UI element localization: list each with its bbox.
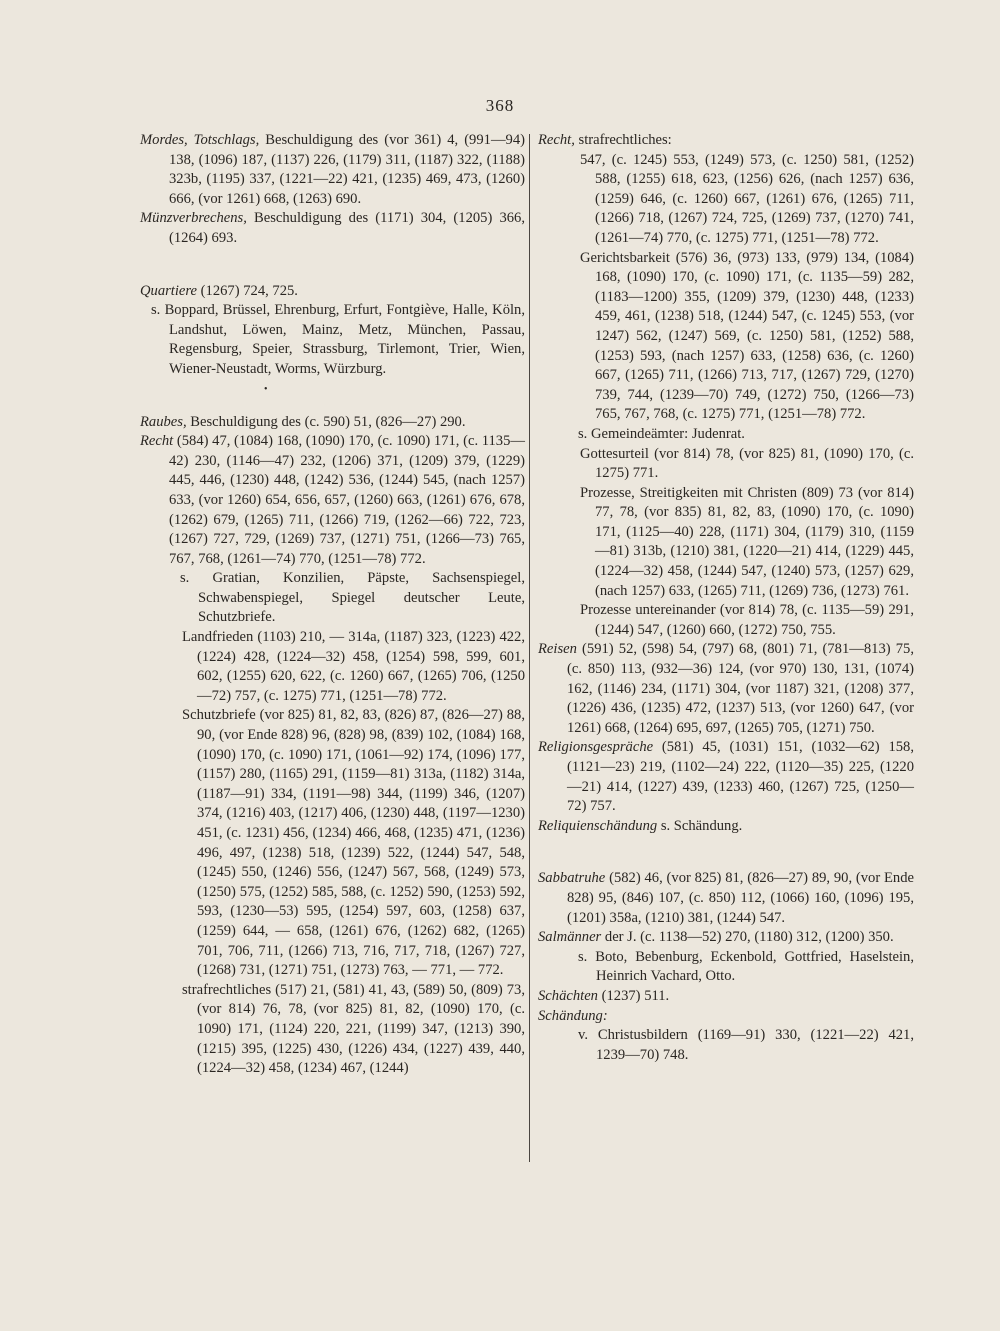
index-entry-schaendung <box>538 1007 914 1027</box>
entry-text: Beschuldigung des (1171) 304, (1205) 366, (1264) 693. <box>169 210 525 246</box>
entry-text: (1267) 724, 725. <box>197 282 298 299</box>
subentry-prozesse-untereinander: Prozesse untereinander (vor 814) 78, (c. 1135—59) 291, (1244) 547, (1260) 660, (1272) 750, 755. <box>580 602 914 638</box>
subentry-christusbildern: v. Christusbildern (1169—91) 330, (1221—22) 421, 1239—70) 748. <box>578 1027 914 1063</box>
index-entry-schaechten <box>538 987 914 1007</box>
subentry-strafrechtliches: strafrechtliches (517) 21, (581) 41, 43, (589) 50, (809) 73, (vor 814) 76, 78, (vor 825) 81, 82, (1090) 170, (c. 1090) 171, (1124) 220, 221, (1199) 347, (1213) 390, (1215) 395, (1225) 430, (1226) 434, (1227) 439, 440, (1224—32) 458, (1234) 467, (1244) <box>182 981 525 1077</box>
index-entry-muenzverbrechens <box>140 209 525 248</box>
entry-head: Salmänner <box>538 929 602 946</box>
index-entry-mordes <box>140 131 525 209</box>
right-column <box>538 131 914 1065</box>
entry-head: Reisen <box>538 641 577 658</box>
index-entry-raubes <box>140 413 525 433</box>
index-entry-recht-strafrechtliches <box>538 131 914 151</box>
index-entry-salmaenner <box>538 928 914 948</box>
entry-text: (581) 45, (1031) 151, (1032—62) 158, (1121—23) 219, (1102—24) 222, (1120—35) 225, (1220—21) 414, (1227) 439, (1233) 460, (1267) 725, (1250—72) 757. <box>567 739 914 815</box>
entry-text: s. Schändung. <box>657 817 743 834</box>
entry-text: (584) 47, (1084) 168, (1090) 170, (c. 1090) 171, (c. 1135—42) 230, (1146—47) 232, (1206) 371, (1209) 379, (1229) 445, 446, (1230) 448, (1242) 536, (1244) 545, (nach 1257) 633, (vor 1260) 654, 656, 657, (1260) 663, (1261) 676, 678, (1262) 679, (1265) 711, (1266) 719, (1262—66) 722, 723, (1267) 727, 729, (1269) 737, (1271) 751, (1266—73) 765, 767, 768, (1261—74) 770, (1251—78) 772. <box>169 433 525 567</box>
entry-text: Beschuldigung des (c. 590) 51, (826—27) 290. <box>186 413 466 430</box>
subentry-landfrieden: Landfrieden (1103) 210, — 314a, (1187) 323, (1223) 422, (1224) 428, (1224—32) 458, (1254) 598, 599, 601, 602, (1255) 620, 622, (c. 1260) 667, (1265) 706, (1250—72) 757, (c. 1275) 771, (1251—78) 772. <box>182 629 525 704</box>
index-entry-reisen <box>538 640 914 738</box>
entry-head: Quartiere <box>140 282 198 299</box>
see-also-gerichtsbarkeit: s. Gemeindeämter: Judenrat. <box>578 425 745 442</box>
see-also-recht: s. Gratian, Konzilien, Päpste, Sachsenspiegel, Schwabenspiegel, Spiegel deutscher Leute, Schutzbriefe. <box>180 570 525 626</box>
index-entry-sabbatruhe <box>538 869 914 928</box>
continuation-strafrechtliches: 547, (c. 1245) 553, (1249) 573, (c. 1250) 581, (1252) 588, (1255) 618, 623, (1256) 626, (nach 1257) 636, (1259) 646, (c. 1260) 667, (1261) 676, (1265) 711, (1266) 718, (1267) 724, 725, (1269) 737, (1270) 741, (1261—74) 770, (c. 1275) 771, (1251—78) 772. <box>580 151 914 246</box>
entry-head: Mordes, Totschlags, <box>140 132 260 148</box>
subentry-prozesse-christen: Prozesse, Streitigkeiten mit Christen (809) 73 (vor 814) 77, 78, (vor 835) 81, 82, 83, (1090) 170, (c. 1090) 171, (1125—40) 228, (1171) 304, (1179) 310, (1159—81) 313b, (1210) 381, (1220—21) 414, (1229) 445, (1224—32) 458, (1244) 547, (1240) 573, (1257) 629, (nach 1257) 633, (1265) 711, (1269) 736, (1273) 761. <box>580 484 914 599</box>
entry-text: (591) 52, (598) 54, (797) 68, (801) 71, (781—813) 75, (c. 850) 113, (932—36) 124, (vor 970) 130, 131, (1074) 162, (1146) 234, (1171) 304, (vor 1187) 321, (1208) 377, (1226) 436, (1235) 472, (1237) 513, (vor 1260) 647, (vor 1261) 668, (1264) 695, 697, (1265) 705, (1271) 750. <box>567 641 914 736</box>
entry-head: Recht, <box>538 132 575 148</box>
entry-head: Raubes, <box>140 413 187 430</box>
entry-text: Beschuldigung des (vor 361) 4, (991—94) 138, (1096) 187, (1137) 226, (1179) 311, (1187) 322, (1188) 323b, (1195) 337, (1221—22) 421, (1235) 469, 473, (1260) 666, (vor 1261) 668, (1263) 690. <box>169 132 525 207</box>
subentry-gottesurteil: Gottesurteil (vor 814) 78, (vor 825) 81, (1090) 170, (c. 1275) 771. <box>580 445 914 482</box>
entry-head: Schändung: <box>538 1007 608 1024</box>
entry-text: (1237) 511. <box>597 987 670 1004</box>
entry-text: strafrechtliches: <box>574 132 672 148</box>
entry-head: Sabbatruhe <box>538 870 606 887</box>
column-divider <box>529 134 530 1162</box>
subentry-gerichtsbarkeit: Gerichtsbarkeit (576) 36, (973) 133, (979) 134, (1084) 168, (1090) 170, (c. 1090) 171, (c. 1135—59) 282, (1183—1200) 355, (1209) 379, (1230) 448, (1233) 459, 461, (1238) 518, (1244) 547, (c. 1245) 553, (vor 1247) 562, (1247) 569, (c. 1250) 581, (1252) 588, (1253) 593, (nach 1257) 633, (1258) 636, (c. 1260) 667, (1265) 711, (1266) 713, 717, (1267) 729, (1270) 739, 744, (1239—70) 749, (1272) 750, (1266—73) 765, 767, 768, (c. 1275) 771, (1251—78) 772. <box>580 249 914 423</box>
entry-head: Recht <box>140 433 174 450</box>
see-also-quartiere: s. Boppard, Brüssel, Ehrenburg, Erfurt, Fontgiève, Halle, Köln, Landshut, Löwen, Mainz, Metz, München, Passau, Regensburg, Speier, Strassburg, Tirlemont, Trier, Wien, Wiener-Neustadt, Worms, Würzburg. <box>151 302 525 377</box>
see-also-salmaenner: s. Boto, Bebenburg, Eckenbold, Gottfried, Haselstein, Heinrich Vachard, Otto. <box>578 948 914 985</box>
entry-head: Religionsgespräche <box>538 739 654 756</box>
entry-head: Schächten <box>538 987 598 1004</box>
index-entry-recht <box>140 432 525 569</box>
index-entry-religionsgespraeche <box>538 738 914 816</box>
page-number: 368 <box>485 96 515 115</box>
entry-head: Münzverbrechens, <box>140 210 247 227</box>
entry-head: Reliquienschändung <box>538 817 658 834</box>
subentry-schutzbriefe: Schutzbriefe (vor 825) 81, 82, 83, (826) 87, (826—27) 88, 90, (vor Ende 828) 96, (828) 98, (839) 102, (1084) 168, (1090) 170, (c. 1090) 171, (1061—92) 174, (1096) 177, (1157) 280, (1165) 291, (1159—81) 313a, (1182) 314a, (1187—91) 334, (1191—98) 344, (1199) 346, (1207) 374, (1216) 403, (1217) 406, (1230) 448, (1197—1230) 451, (c. 1231) 456, (1234) 466, 468, (1235) 471, (1236) 496, 497, (1238) 518, (1239) 522, (1244) 547, 548, (1245) 550, (1246) 556, (1247) 567, 568, (1249) 573, (1250) 575, (1252) 585, 588, (c. 1252) 590, (1253) 592, 593, (1230—53) 595, (1254) 597, 603, (1258) 637, (1259) 644, — 658, (1261) 676, (1262) 682, (1265) 701, 706, 711, (1266) 713, 716, 717, 718, (1267) 727, (1268) 731, (1271) 751, (1273) 763, — 771, — 772. <box>182 707 525 979</box>
entry-text: (582) 46, (vor 825) 81, (826—27) 89, 90, (vor Ende 828) 95, (846) 107, (c. 850) 112, (1066) 160, (1096) 195, (1201) 358a, (1210) 381, (1244) 547. <box>567 870 914 926</box>
left-column <box>140 131 525 1079</box>
entry-text: der J. (c. 1138—52) 270, (1180) 312, (1200) 350. <box>601 929 894 946</box>
index-entry-reliquienschaendung <box>538 817 914 837</box>
index-entry-quartiere <box>140 282 525 302</box>
stray-mark: • <box>264 383 268 395</box>
